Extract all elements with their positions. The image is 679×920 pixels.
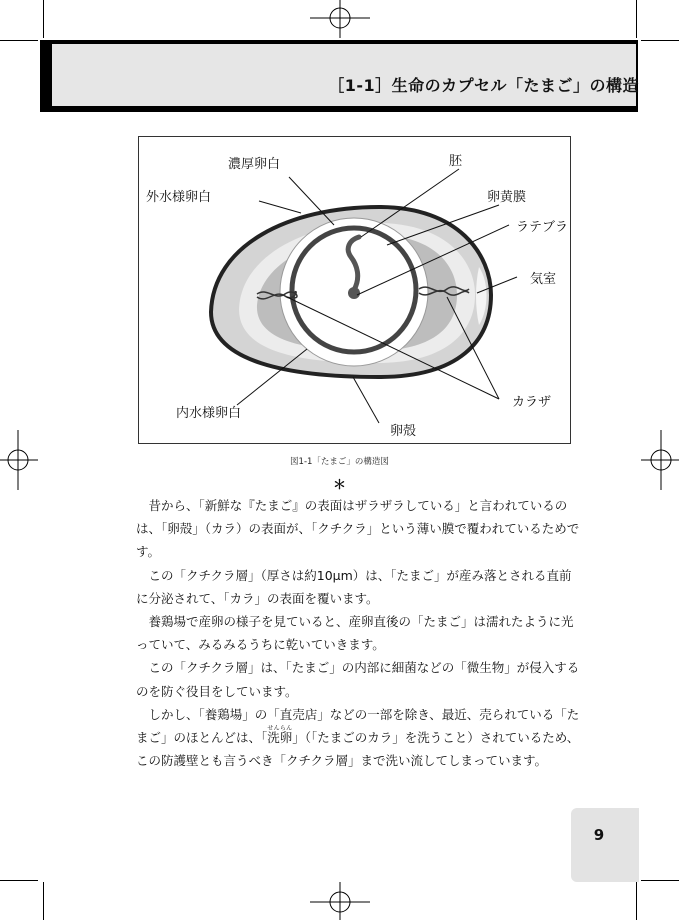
crop-mark [43,882,44,920]
label-latebra: ラテブラ [516,220,569,235]
registration-mark-bottom [310,882,370,920]
paragraph: この「クチクラ層」は、「たまご」の内部に細菌などの「微生物」が侵入するのを防ぐ役目をしています。 [136,660,580,699]
registration-mark-top [310,0,370,38]
paragraph-with-ruby [136,703,582,773]
paragraph: 養鶏場で産卵の様子を見ていると、産卵直後の「たまご」は濡れたように光っていて、みるみるうちに乾いていきます。 [136,614,574,653]
crop-mark [0,880,38,881]
egg-structure-diagram [139,137,570,443]
page-number-tab [571,808,639,882]
label-outer-thin-white: 外水様卵白 [146,190,212,205]
crop-mark [641,880,679,881]
label-chalaza: カラザ [512,395,552,410]
label-air-cell: 気室 [530,272,557,287]
ruby-term: 洗卵せんらん [267,725,293,746]
label-vitelline-membrane: 卵黄膜 [487,190,527,205]
crop-mark [0,40,38,41]
crop-mark [636,882,637,920]
paragraph: 昔から、「新鮮な『たまご』の表面はザラザラしている」と言われているのは、「卵殻」（カラ）の表面が、「クチクラ」という薄い膜で覆われているためです。 [136,498,580,560]
section-title: ［1-1］生命のカプセル「たまご」の構造 [328,76,639,95]
paragraph-text: しかし、「養鶏場」の「直売店」などの一部を除き、最近、売られている「たまご」のほとんどは、「 [136,706,580,746]
egg-diagram-frame [138,136,571,444]
label-inner-thin-white: 内水様卵白 [176,406,242,421]
label-shell: 卵殻 [390,424,417,439]
section-separator: ＊ [332,478,346,493]
embryo-disc [348,287,360,299]
crop-mark [43,0,44,38]
crop-mark [641,40,679,41]
figure-caption: 図1-1「たまご」の構造図 [290,457,389,467]
label-embryo: 胚 [449,154,463,169]
paragraph-text: 」（「たまごのカラ」を洗うこと）されているため、この防護壁とも言うべき「クチクラ層」まで洗い流してしまっています。 [136,730,580,769]
body-text [136,494,582,772]
paragraph: この「クチクラ層」（厚さは約10μm）は、「たまご」が産み落とされる直前に分泌されて、「カラ」の表面を覆います。 [136,567,572,606]
page-number: 9 [593,826,605,844]
label-thick-white: 濃厚卵白 [228,157,281,172]
crop-mark [636,0,637,38]
